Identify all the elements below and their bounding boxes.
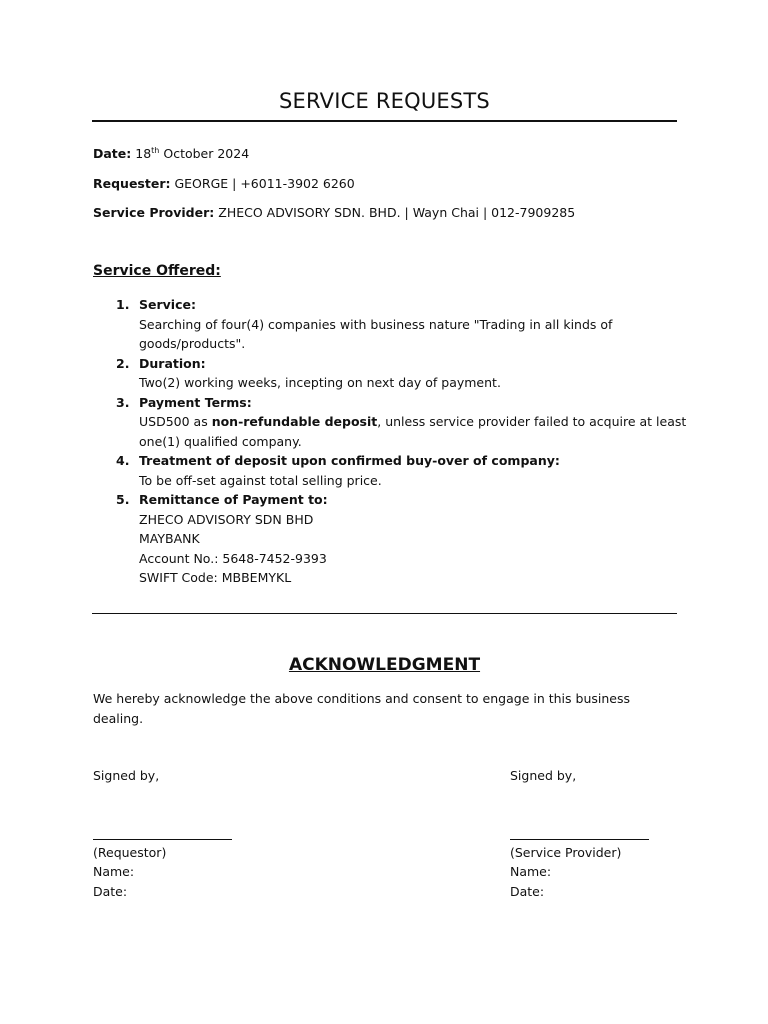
list-item-label: Remittance of Payment to:: [139, 492, 328, 507]
signature-name-label: Name:: [93, 864, 135, 879]
list-item-text: goods/products".: [139, 336, 246, 351]
list-item-label: Service:: [139, 297, 196, 312]
non-refundable-deposit-text: non-refundable deposit: [211, 414, 378, 429]
payment-text-post: , unless service provider failed to acquire at least: [377, 414, 687, 429]
title-divider: [92, 120, 677, 122]
service-list: [93, 295, 687, 588]
signature-date-label: Date:: [510, 883, 545, 899]
requester-line: [93, 176, 355, 191]
list-item-text: To be off-set against total selling price.: [139, 472, 382, 488]
date-suffix: th: [151, 146, 160, 155]
section-divider: [92, 613, 677, 614]
requester-label: Requester:: [93, 176, 171, 191]
list-item-label: Duration:: [139, 355, 206, 371]
bank-name: MAYBANK: [139, 531, 200, 546]
list-item-number: 1.: [116, 297, 130, 312]
list-item-label: Payment Terms:: [139, 394, 252, 410]
list-item-number: 4.: [116, 453, 130, 468]
provider-value: ZHECO ADVISORY SDN. BHD. | Wayn Chai | 012-7909285: [218, 205, 576, 220]
requestor-signature-block: [93, 766, 333, 901]
list-item-number: 3.: [116, 394, 130, 410]
signature-role: (Service Provider): [510, 844, 622, 860]
list-item-service: [93, 295, 678, 354]
service-offered-heading: Service Offered:: [93, 263, 221, 279]
date-line: [93, 146, 249, 161]
list-item-remittance: [93, 490, 678, 588]
signature-name-label: Name:: [510, 864, 552, 879]
list-item-text: Searching of four(4) companies with business nature "Trading in all kinds of: [139, 316, 613, 332]
acknowledgment-heading: ACKNOWLEDGMENT: [288, 655, 481, 675]
requester-value: GEORGE | +6011-3902 6260: [174, 176, 355, 191]
provider-label: Service Provider:: [93, 205, 215, 220]
provider-line: [93, 205, 575, 220]
bank-account-name: ZHECO ADVISORY SDN BHD: [139, 511, 314, 527]
signature-line: [93, 828, 232, 840]
date-day: 18: [135, 146, 152, 161]
signature-date-label: Date:: [93, 883, 128, 899]
signed-by-label: Signed by,: [93, 768, 160, 783]
acknowledgment-text: We hereby acknowledge the above conditions and consent to engage in this business dealing.: [93, 691, 630, 726]
list-item-text: Two(2) working weeks, incepting on next day of payment.: [139, 375, 501, 390]
list-item-text: [139, 412, 687, 432]
list-item-text: one(1) qualified company.: [139, 433, 302, 449]
date-label: Date:: [93, 146, 132, 161]
list-item-payment-terms: [93, 393, 687, 452]
signature-role: (Requestor): [93, 844, 167, 860]
document-title: SERVICE REQUESTS: [279, 89, 490, 113]
list-item-deposit-treatment: [93, 451, 678, 490]
list-item-label: Treatment of deposit upon confirmed buy-over of company:: [139, 453, 560, 468]
list-item-number: 2.: [116, 355, 130, 371]
signature-line: [510, 828, 649, 840]
provider-signature-block: [510, 766, 750, 901]
swift-code: SWIFT Code: MBBEMYKL: [139, 570, 292, 585]
list-item-duration: [93, 354, 678, 393]
signed-by-label: Signed by,: [510, 768, 577, 783]
payment-text-pre: USD500 as: [139, 414, 212, 429]
account-number: Account No.: 5648-7452-9393: [139, 550, 327, 566]
list-item-number: 5.: [116, 492, 130, 507]
date-rest: October 2024: [163, 146, 250, 161]
